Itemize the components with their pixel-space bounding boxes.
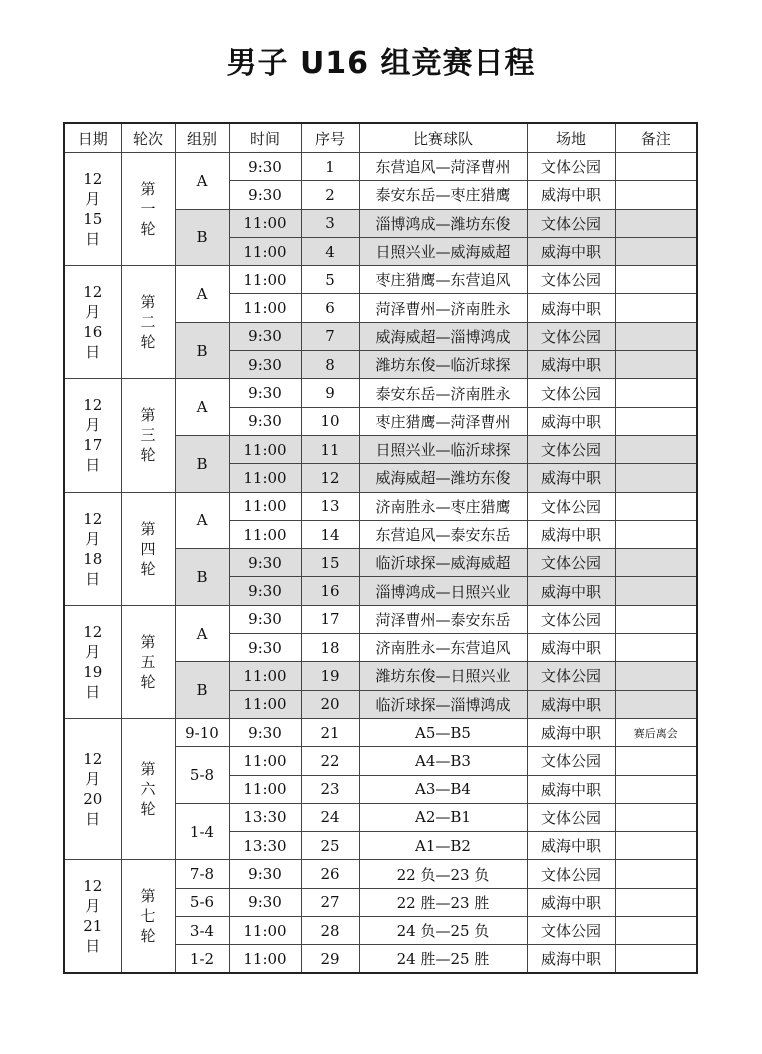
number-cell: 15 <box>301 549 359 577</box>
round-cell-char: 七 <box>140 907 156 926</box>
teams-cell: 临沂球探—淄博鸿成 <box>359 690 527 718</box>
time-cell: 9:30 <box>229 322 301 350</box>
group-cell: A <box>175 379 229 436</box>
date-cell-char: 12 <box>83 509 103 528</box>
number-cell: 25 <box>301 832 359 860</box>
date-cell-char: 日 <box>85 569 101 588</box>
round-cell-char: 第 <box>140 760 156 779</box>
time-cell: 11:00 <box>229 520 301 548</box>
notes-cell <box>615 379 697 407</box>
notes-cell <box>615 860 697 888</box>
teams-cell: 威海威超—淄博鸿成 <box>359 322 527 350</box>
teams-cell: 日照兴业—威海威超 <box>359 237 527 265</box>
date-cell-char: 日 <box>85 937 101 956</box>
number-cell: 23 <box>301 775 359 803</box>
round-cell <box>121 492 175 605</box>
notes-cell <box>615 351 697 379</box>
teams-cell: 潍坊东俊—日照兴业 <box>359 662 527 690</box>
round-cell-char: 一 <box>140 200 156 219</box>
teams-cell: 济南胜永—东营追风 <box>359 634 527 662</box>
date-cell-char: 日 <box>85 343 101 362</box>
round-cell-char: 四 <box>140 539 156 558</box>
number-cell: 21 <box>301 718 359 746</box>
time-cell: 11:00 <box>229 945 301 973</box>
number-cell: 8 <box>301 351 359 379</box>
teams-cell: 威海威超—潍坊东俊 <box>359 464 527 492</box>
time-cell: 11:00 <box>229 662 301 690</box>
time-cell: 11:00 <box>229 435 301 463</box>
date-cell-char: 12 <box>83 170 103 189</box>
number-cell: 16 <box>301 577 359 605</box>
time-cell: 11:00 <box>229 237 301 265</box>
number-cell: 3 <box>301 209 359 237</box>
time-cell: 9:30 <box>229 860 301 888</box>
time-cell: 11:00 <box>229 294 301 322</box>
date-cell-char: 18 <box>83 549 103 568</box>
number-cell: 19 <box>301 662 359 690</box>
notes-cell <box>615 520 697 548</box>
round-cell <box>121 605 175 718</box>
teams-cell: 泰安东岳—济南胜永 <box>359 379 527 407</box>
round-cell-char: 轮 <box>140 800 156 819</box>
header-group: 组别 <box>175 123 229 153</box>
number-cell: 17 <box>301 605 359 633</box>
venue-cell: 文体公园 <box>527 917 615 945</box>
round-cell-char: 轮 <box>140 927 156 946</box>
venue-cell: 威海中职 <box>527 520 615 548</box>
group-cell: 5-6 <box>175 888 229 916</box>
notes-cell <box>615 549 697 577</box>
number-cell: 5 <box>301 266 359 294</box>
number-cell: 7 <box>301 322 359 350</box>
teams-cell: 菏泽曹州—泰安东岳 <box>359 605 527 633</box>
notes-cell <box>615 888 697 916</box>
venue-cell: 威海中职 <box>527 888 615 916</box>
time-cell: 9:30 <box>229 634 301 662</box>
notes-cell <box>615 407 697 435</box>
round-cell-char: 轮 <box>140 446 156 465</box>
number-cell: 1 <box>301 153 359 181</box>
notes-cell <box>615 181 697 209</box>
teams-cell: 临沂球探—威海威超 <box>359 549 527 577</box>
venue-cell: 文体公园 <box>527 605 615 633</box>
notes-cell <box>615 153 697 181</box>
venue-cell: 文体公园 <box>527 662 615 690</box>
venue-cell: 威海中职 <box>527 237 615 265</box>
time-cell: 9:30 <box>229 407 301 435</box>
group-cell: A <box>175 266 229 323</box>
teams-cell: 24 胜—25 胜 <box>359 945 527 973</box>
number-cell: 12 <box>301 464 359 492</box>
teams-cell: 东营追风—菏泽曹州 <box>359 153 527 181</box>
teams-cell: 22 负—23 负 <box>359 860 527 888</box>
venue-cell: 文体公园 <box>527 860 615 888</box>
number-cell: 27 <box>301 888 359 916</box>
venue-cell: 文体公园 <box>527 209 615 237</box>
match-row <box>64 266 697 294</box>
date-cell-char: 日 <box>85 230 101 249</box>
round-cell-char: 轮 <box>140 333 156 352</box>
notes-cell <box>615 492 697 520</box>
date-cell <box>64 266 121 379</box>
round-cell-char: 轮 <box>140 220 156 239</box>
time-cell: 11:00 <box>229 775 301 803</box>
number-cell: 18 <box>301 634 359 662</box>
round-cell-char: 三 <box>140 426 156 445</box>
venue-cell: 文体公园 <box>527 379 615 407</box>
match-row <box>64 153 697 181</box>
header-venue: 场地 <box>527 123 615 153</box>
match-row <box>64 379 697 407</box>
date-cell-char: 12 <box>83 396 103 415</box>
header-row <box>64 123 697 153</box>
time-cell: 11:00 <box>229 492 301 520</box>
number-cell: 26 <box>301 860 359 888</box>
date-cell-char: 月 <box>85 897 101 916</box>
round-cell <box>121 718 175 859</box>
teams-cell: 淄博鸿成—日照兴业 <box>359 577 527 605</box>
round-cell-char: 第 <box>140 519 156 538</box>
date-cell-char: 月 <box>85 190 101 209</box>
schedule-table <box>63 122 698 974</box>
time-cell: 11:00 <box>229 464 301 492</box>
date-cell-char: 12 <box>83 283 103 302</box>
date-cell-char: 15 <box>83 210 103 229</box>
notes-cell <box>615 917 697 945</box>
date-cell <box>64 605 121 718</box>
time-cell: 11:00 <box>229 690 301 718</box>
date-cell-char: 月 <box>85 642 101 661</box>
time-cell: 13:30 <box>229 803 301 831</box>
notes-cell <box>615 605 697 633</box>
teams-cell: 东营追风—泰安东岳 <box>359 520 527 548</box>
notes-cell <box>615 803 697 831</box>
date-cell-char: 日 <box>85 810 101 829</box>
date-cell-char: 21 <box>83 917 103 936</box>
date-cell <box>64 718 121 859</box>
teams-cell: A2—B1 <box>359 803 527 831</box>
round-cell-char: 第 <box>140 406 156 425</box>
venue-cell: 威海中职 <box>527 690 615 718</box>
venue-cell: 文体公园 <box>527 549 615 577</box>
teams-cell: 泰安东岳—枣庄猎鹰 <box>359 181 527 209</box>
number-cell: 24 <box>301 803 359 831</box>
teams-cell: 潍坊东俊—临沂球探 <box>359 351 527 379</box>
group-cell: A <box>175 153 229 210</box>
number-cell: 9 <box>301 379 359 407</box>
time-cell: 9:30 <box>229 181 301 209</box>
match-row <box>64 492 697 520</box>
notes-cell <box>615 294 697 322</box>
number-cell: 28 <box>301 917 359 945</box>
group-cell: B <box>175 662 229 719</box>
venue-cell: 文体公园 <box>527 803 615 831</box>
number-cell: 6 <box>301 294 359 322</box>
match-row <box>64 718 697 746</box>
date-cell-char: 月 <box>85 416 101 435</box>
page-title: 男子 U16 组竞赛日程 <box>226 46 536 81</box>
venue-cell: 威海中职 <box>527 464 615 492</box>
date-cell <box>64 153 121 266</box>
time-cell: 9:30 <box>229 379 301 407</box>
venue-cell: 威海中职 <box>527 832 615 860</box>
date-cell <box>64 860 121 973</box>
round-cell <box>121 379 175 492</box>
date-cell-char: 12 <box>83 877 103 896</box>
teams-cell: A4—B3 <box>359 747 527 775</box>
notes-cell <box>615 577 697 605</box>
venue-cell: 威海中职 <box>527 945 615 973</box>
group-cell: B <box>175 209 229 266</box>
notes-cell <box>615 662 697 690</box>
round-cell-char: 二 <box>140 313 156 332</box>
time-cell: 11:00 <box>229 266 301 294</box>
teams-cell: 24 负—25 负 <box>359 917 527 945</box>
notes-cell <box>615 266 697 294</box>
round-cell-char: 轮 <box>140 672 156 691</box>
notes-cell <box>615 435 697 463</box>
schedule-body <box>64 153 697 974</box>
group-cell: 9-10 <box>175 718 229 746</box>
group-cell: B <box>175 435 229 492</box>
number-cell: 4 <box>301 237 359 265</box>
group-cell: B <box>175 322 229 379</box>
venue-cell: 文体公园 <box>527 435 615 463</box>
date-cell-char: 月 <box>85 303 101 322</box>
notes-cell: 赛后离会 <box>615 718 697 746</box>
teams-cell: A5—B5 <box>359 718 527 746</box>
time-cell: 9:30 <box>229 888 301 916</box>
round-cell-char: 第 <box>140 887 156 906</box>
number-cell: 10 <box>301 407 359 435</box>
header-round: 轮次 <box>121 123 175 153</box>
header-teams: 比赛球队 <box>359 123 527 153</box>
date-cell-char: 月 <box>85 770 101 789</box>
notes-cell <box>615 775 697 803</box>
time-cell: 11:00 <box>229 917 301 945</box>
round-cell <box>121 860 175 973</box>
notes-cell <box>615 322 697 350</box>
header-date: 日期 <box>64 123 121 153</box>
time-cell: 11:00 <box>229 747 301 775</box>
venue-cell: 威海中职 <box>527 181 615 209</box>
venue-cell: 威海中职 <box>527 775 615 803</box>
date-cell-char: 日 <box>85 682 101 701</box>
round-cell <box>121 266 175 379</box>
header-notes: 备注 <box>615 123 697 153</box>
date-cell-char: 日 <box>85 456 101 475</box>
group-cell: A <box>175 492 229 549</box>
notes-cell <box>615 464 697 492</box>
round-cell-char: 轮 <box>140 559 156 578</box>
group-cell: B <box>175 549 229 606</box>
group-cell: 7-8 <box>175 860 229 888</box>
date-cell-char: 19 <box>83 662 103 681</box>
teams-cell: 淄博鸿成—潍坊东俊 <box>359 209 527 237</box>
time-cell: 11:00 <box>229 209 301 237</box>
teams-cell: 枣庄猎鹰—东营追风 <box>359 266 527 294</box>
match-row <box>64 605 697 633</box>
date-cell-char: 12 <box>83 622 103 641</box>
time-cell: 9:30 <box>229 577 301 605</box>
teams-cell: 22 胜—23 胜 <box>359 888 527 916</box>
time-cell: 9:30 <box>229 718 301 746</box>
venue-cell: 威海中职 <box>527 351 615 379</box>
venue-cell: 威海中职 <box>527 294 615 322</box>
notes-cell <box>615 690 697 718</box>
number-cell: 2 <box>301 181 359 209</box>
group-cell: 1-2 <box>175 945 229 973</box>
teams-cell: 菏泽曹州—济南胜永 <box>359 294 527 322</box>
notes-cell <box>615 945 697 973</box>
round-cell <box>121 153 175 266</box>
teams-cell: A1—B2 <box>359 832 527 860</box>
time-cell: 13:30 <box>229 832 301 860</box>
group-cell: 1-4 <box>175 803 229 860</box>
round-cell-char: 六 <box>140 780 156 799</box>
venue-cell: 文体公园 <box>527 153 615 181</box>
round-cell-char: 第 <box>140 180 156 199</box>
round-cell-char: 第 <box>140 632 156 651</box>
number-cell: 22 <box>301 747 359 775</box>
venue-cell: 文体公园 <box>527 492 615 520</box>
number-cell: 11 <box>301 435 359 463</box>
time-cell: 9:30 <box>229 549 301 577</box>
group-cell: 3-4 <box>175 917 229 945</box>
group-cell: A <box>175 605 229 662</box>
number-cell: 20 <box>301 690 359 718</box>
round-cell-char: 五 <box>140 652 156 671</box>
time-cell: 9:30 <box>229 351 301 379</box>
venue-cell: 文体公园 <box>527 747 615 775</box>
teams-cell: 日照兴业—临沂球探 <box>359 435 527 463</box>
venue-cell: 威海中职 <box>527 634 615 662</box>
date-cell-char: 月 <box>85 529 101 548</box>
date-cell-char: 17 <box>83 436 103 455</box>
number-cell: 13 <box>301 492 359 520</box>
date-cell <box>64 492 121 605</box>
date-cell-char: 20 <box>83 790 103 809</box>
venue-cell: 文体公园 <box>527 266 615 294</box>
time-cell: 9:30 <box>229 605 301 633</box>
venue-cell: 威海中职 <box>527 718 615 746</box>
header-number: 序号 <box>301 123 359 153</box>
group-cell: 5-8 <box>175 747 229 804</box>
teams-cell: 济南胜永—枣庄猎鹰 <box>359 492 527 520</box>
date-cell-char: 12 <box>83 750 103 769</box>
teams-cell: 枣庄猎鹰—菏泽曹州 <box>359 407 527 435</box>
date-cell <box>64 379 121 492</box>
notes-cell <box>615 747 697 775</box>
match-row <box>64 860 697 888</box>
notes-cell <box>615 237 697 265</box>
round-cell-char: 第 <box>140 293 156 312</box>
time-cell: 9:30 <box>229 153 301 181</box>
notes-cell <box>615 209 697 237</box>
notes-cell <box>615 634 697 662</box>
number-cell: 14 <box>301 520 359 548</box>
teams-cell: A3—B4 <box>359 775 527 803</box>
notes-cell <box>615 832 697 860</box>
header-time: 时间 <box>229 123 301 153</box>
venue-cell: 文体公园 <box>527 322 615 350</box>
number-cell: 29 <box>301 945 359 973</box>
venue-cell: 威海中职 <box>527 407 615 435</box>
date-cell-char: 16 <box>83 323 103 342</box>
venue-cell: 威海中职 <box>527 577 615 605</box>
